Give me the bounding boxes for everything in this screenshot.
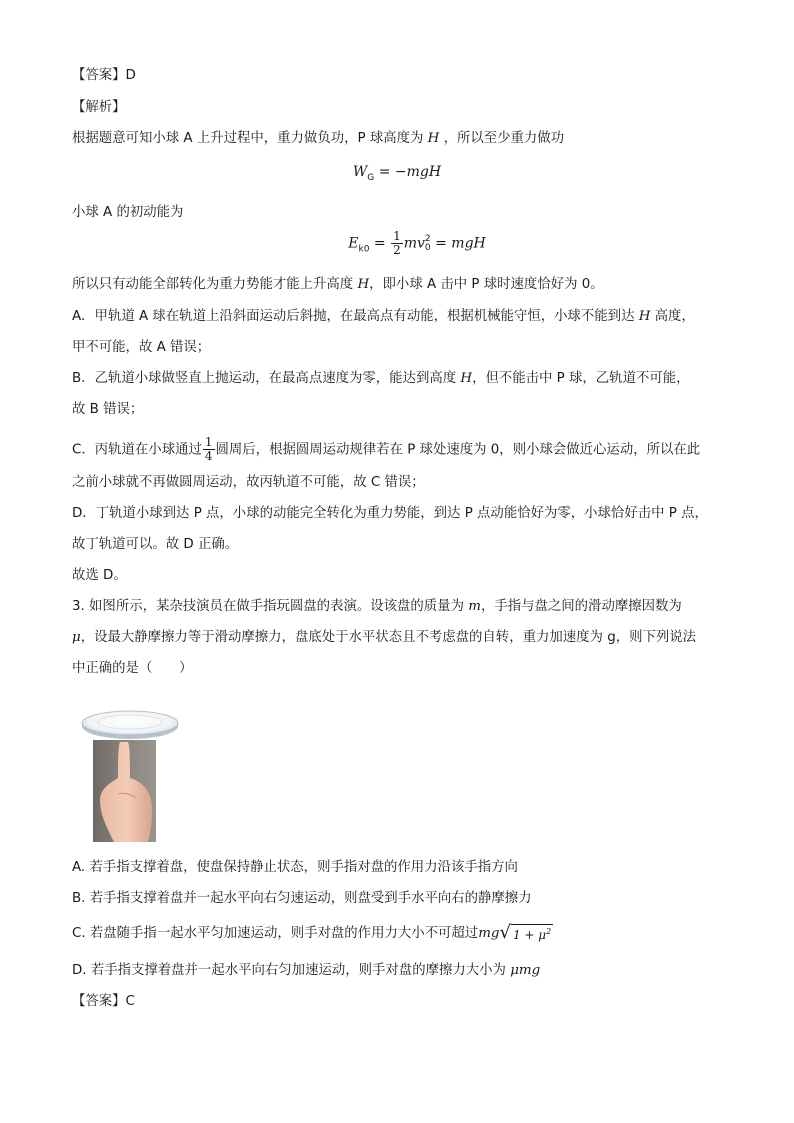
analysis-paragraph-3: 所以只有动能全部转化为重力势能才能上升高度 H，即小球 A 击中 P 球时速度恰好为 0。 — [72, 277, 604, 292]
finger-plate-photo — [78, 702, 182, 842]
conclusion: 故选 D。 — [72, 568, 127, 583]
option-c-line-2: 之前小球就不再做圆周运动，故丙轨道不可能，故 C 错误； — [72, 475, 425, 490]
choice-c: C. 若盘随手指一起水平匀加速运动，则手对盘的作用力大小不可超过mg √ $1 + \mu^2$ — [72, 922, 552, 943]
choice-a: A. 若手指支撑着盘，使盘保持静止状态，则手指对盘的作用力沿该手指方向 — [72, 860, 518, 875]
option-d-line-2: 故丁轨道可以。故 D 正确。 — [72, 537, 239, 552]
option-a-line-1: A．甲轨道 A 球在轨道上沿斜面运动后斜抛，在最高点有动能，根据机械能守恒，小球不能到达 H 高度， — [72, 309, 695, 324]
option-d-line-1: D．丁轨道小球到达 P 点，小球的动能完全转化为重力势能，到达 P 点动能恰好为零，小球恰好击中 P 点， — [72, 506, 708, 521]
analysis-paragraph-1: 根据题意可知小球 A 上升过程中，重力做负功，P 球高度为 H ，所以至少重力做功 — [72, 131, 565, 146]
question-3-line-2: μ，设最大静摩擦力等于滑动摩擦力，盘底处于水平状态且不考虑盘的自转，重力加速度为 g，则下列说法 — [72, 630, 697, 645]
option-b-line-1: B．乙轨道小球做竖直上抛运动，在最高点速度为零，能达到高度 H，但不能击中 P 球，乙轨道不可能， — [72, 371, 690, 386]
fraction-one-quarter: $\frac{1}{4}$ — [204, 435, 213, 463]
answer-label-1: 【答案】D — [72, 68, 136, 83]
option-b-line-2: 故 B 错误； — [72, 402, 144, 417]
equation-work-gravity: $W_G = -mgH$ — [352, 164, 442, 183]
option-c-line-1: C．丙轨道在小球通过 $\frac{1}{4}$ 圆周后，根据圆周运动规律若在 P 球处速度为 0，则小球会做近心运动，所以在此 — [72, 435, 701, 463]
equation-kinetic-energy: $E_{k0}$ = $\frac{1}{2}$ mv 2 0 = mgH — [348, 229, 486, 257]
answer-label-2: 【答案】C — [72, 994, 135, 1009]
question-3-line-1: 3. 如图所示，某杂技演员在做手指玩圆盘的表演。设该盘的质量为 m，手指与盘之间的滑动摩擦因数为 — [72, 599, 682, 614]
question-3-line-3: 中正确的是（ ） — [72, 661, 193, 676]
sqrt-expression: √ $1 + \mu^2$ — [499, 922, 552, 943]
analysis-heading: 【解析】 — [72, 100, 126, 115]
choice-b: B. 若手指支撑着盘并一起水平向右匀速运动，则盘受到手水平向右的静摩擦力 — [72, 891, 532, 906]
choice-d: D. 若手指支撑着盘并一起水平向右匀加速运动，则手对盘的摩擦力大小为 μmg — [72, 963, 541, 978]
analysis-paragraph-2: 小球 A 的初动能为 — [72, 205, 184, 220]
fraction-one-half: $\frac{1}{2}$ — [393, 229, 401, 257]
option-a-line-2: 甲不可能，故 A 错误； — [72, 340, 211, 355]
